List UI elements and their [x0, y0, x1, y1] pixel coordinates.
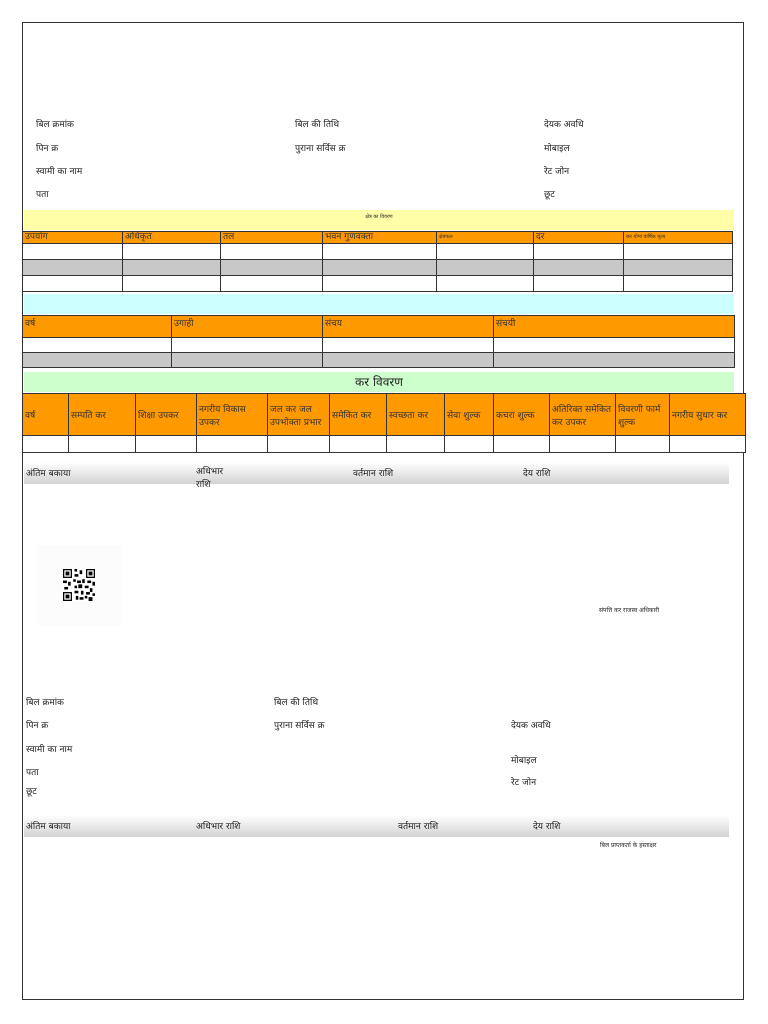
tax-table [22, 393, 746, 453]
tax-section-title: कर विवरण [355, 375, 403, 389]
rate-zone-label: रेट जोन [511, 778, 537, 788]
area-section-title: क्षेत्र का विवरण [365, 214, 393, 220]
bill-number-label: बिल क्रमांक [36, 120, 74, 130]
col-collection: उगाही [172, 316, 323, 338]
owner-name-label: स्वामी का नाम [36, 167, 83, 177]
col-authorized: अधिकृत [123, 232, 221, 244]
col-rate: दर [534, 232, 624, 244]
current-amount-label: वर्तमान राशि [353, 469, 394, 479]
due-period-label: देयक अवधि [511, 721, 551, 731]
bill-page [22, 22, 744, 1000]
year-section-band [24, 294, 734, 314]
table-row [23, 244, 733, 260]
col-consolidated-tax: समेकित कर [330, 394, 387, 436]
col-garbage-charge: कचरा शुल्क [494, 394, 550, 436]
table-row [23, 353, 735, 368]
bill-recipient-signature: बिल प्राप्तकर्ता के हस्ताक्षर [600, 842, 657, 849]
mobile-label: मोबाइल [544, 144, 570, 154]
owner-name-label: स्वामी का नाम [26, 745, 73, 755]
col-usage: उपयोग [23, 232, 123, 244]
col-property-tax: सम्पति कर [69, 394, 136, 436]
col-additional-consolidated-cess: अतिरिक्त समेकित कर उपकर [550, 394, 616, 436]
col-service-charge: सेवा शुल्क [445, 394, 494, 436]
surcharge-label: अधिभार राशि [196, 822, 241, 832]
col-education-cess: शिक्षा उपकर [136, 394, 197, 436]
table-row [23, 436, 746, 453]
final-arrears-label: अंतिम बकाया [26, 469, 71, 479]
col-urban-improvement-tax: नगरीय सुधार कर [670, 394, 746, 436]
surcharge-label: अधिभार राशि [196, 467, 224, 490]
summary-bar [24, 815, 729, 837]
bill-number-label: बिल क्रमांक [26, 698, 64, 708]
area-section-band [24, 210, 734, 230]
property-tax-officer-signature: संपत्ति कर राजस्व अधिकारी [599, 607, 660, 614]
col-area: क्षेत्रफल [437, 232, 534, 244]
col-return-form-fee: विवरणी फार्म शुल्क [616, 394, 670, 436]
bill-date-label: बिल की तिथि [295, 120, 340, 130]
old-service-label: पुराना सर्विस क्र [295, 144, 346, 154]
discount-label: छूट [544, 190, 555, 200]
pin-label: पिन क्र [36, 144, 59, 154]
mobile-label: मोबाइल [511, 756, 537, 766]
qr-code-icon [63, 569, 95, 601]
col-year: वर्ष [23, 394, 69, 436]
col-floor: तल [221, 232, 323, 244]
address-label: पता [26, 768, 39, 778]
col-water-tax: जल कर जल उपभोक्ता प्रभार [268, 394, 330, 436]
rate-zone-label: रेट जोन [544, 167, 570, 177]
col-accumulation: संचय [323, 316, 494, 338]
table-row [23, 338, 735, 353]
discount-label: छूट [26, 787, 37, 797]
table-row [23, 276, 733, 292]
area-table [22, 231, 733, 292]
col-taxable-annual-value: कर योग्य वार्षिक मूल्य [624, 232, 733, 244]
year-table-header [23, 316, 735, 338]
final-arrears-label: अंतिम बकाया [26, 822, 71, 832]
col-urban-development-cess: नगरीय विकास उपकर [197, 394, 268, 436]
summary-bar [24, 462, 729, 490]
year-table [22, 315, 735, 368]
tax-section-band [24, 372, 734, 392]
table-row [23, 260, 733, 276]
col-cumulative: संचयी [494, 316, 735, 338]
tax-table-header [23, 394, 746, 436]
payable-amount-label: देय राशि [523, 469, 551, 479]
due-period-label: देयक अवधि [544, 120, 584, 130]
col-building-quality: भवन गुणवक्ता [323, 232, 437, 244]
col-year: वर्ष [23, 316, 172, 338]
col-sanitation-tax: स्वच्छता कर [387, 394, 445, 436]
address-label: पता [36, 190, 49, 200]
area-table-header [23, 232, 733, 244]
current-amount-label: वर्तमान राशि [398, 822, 439, 832]
payable-amount-label: देय राशि [533, 822, 561, 832]
bill-date-label: बिल की तिथि [274, 698, 319, 708]
old-service-label: पुराना सर्विस क्र [274, 721, 325, 731]
pin-label: पिन क्र [26, 721, 49, 731]
